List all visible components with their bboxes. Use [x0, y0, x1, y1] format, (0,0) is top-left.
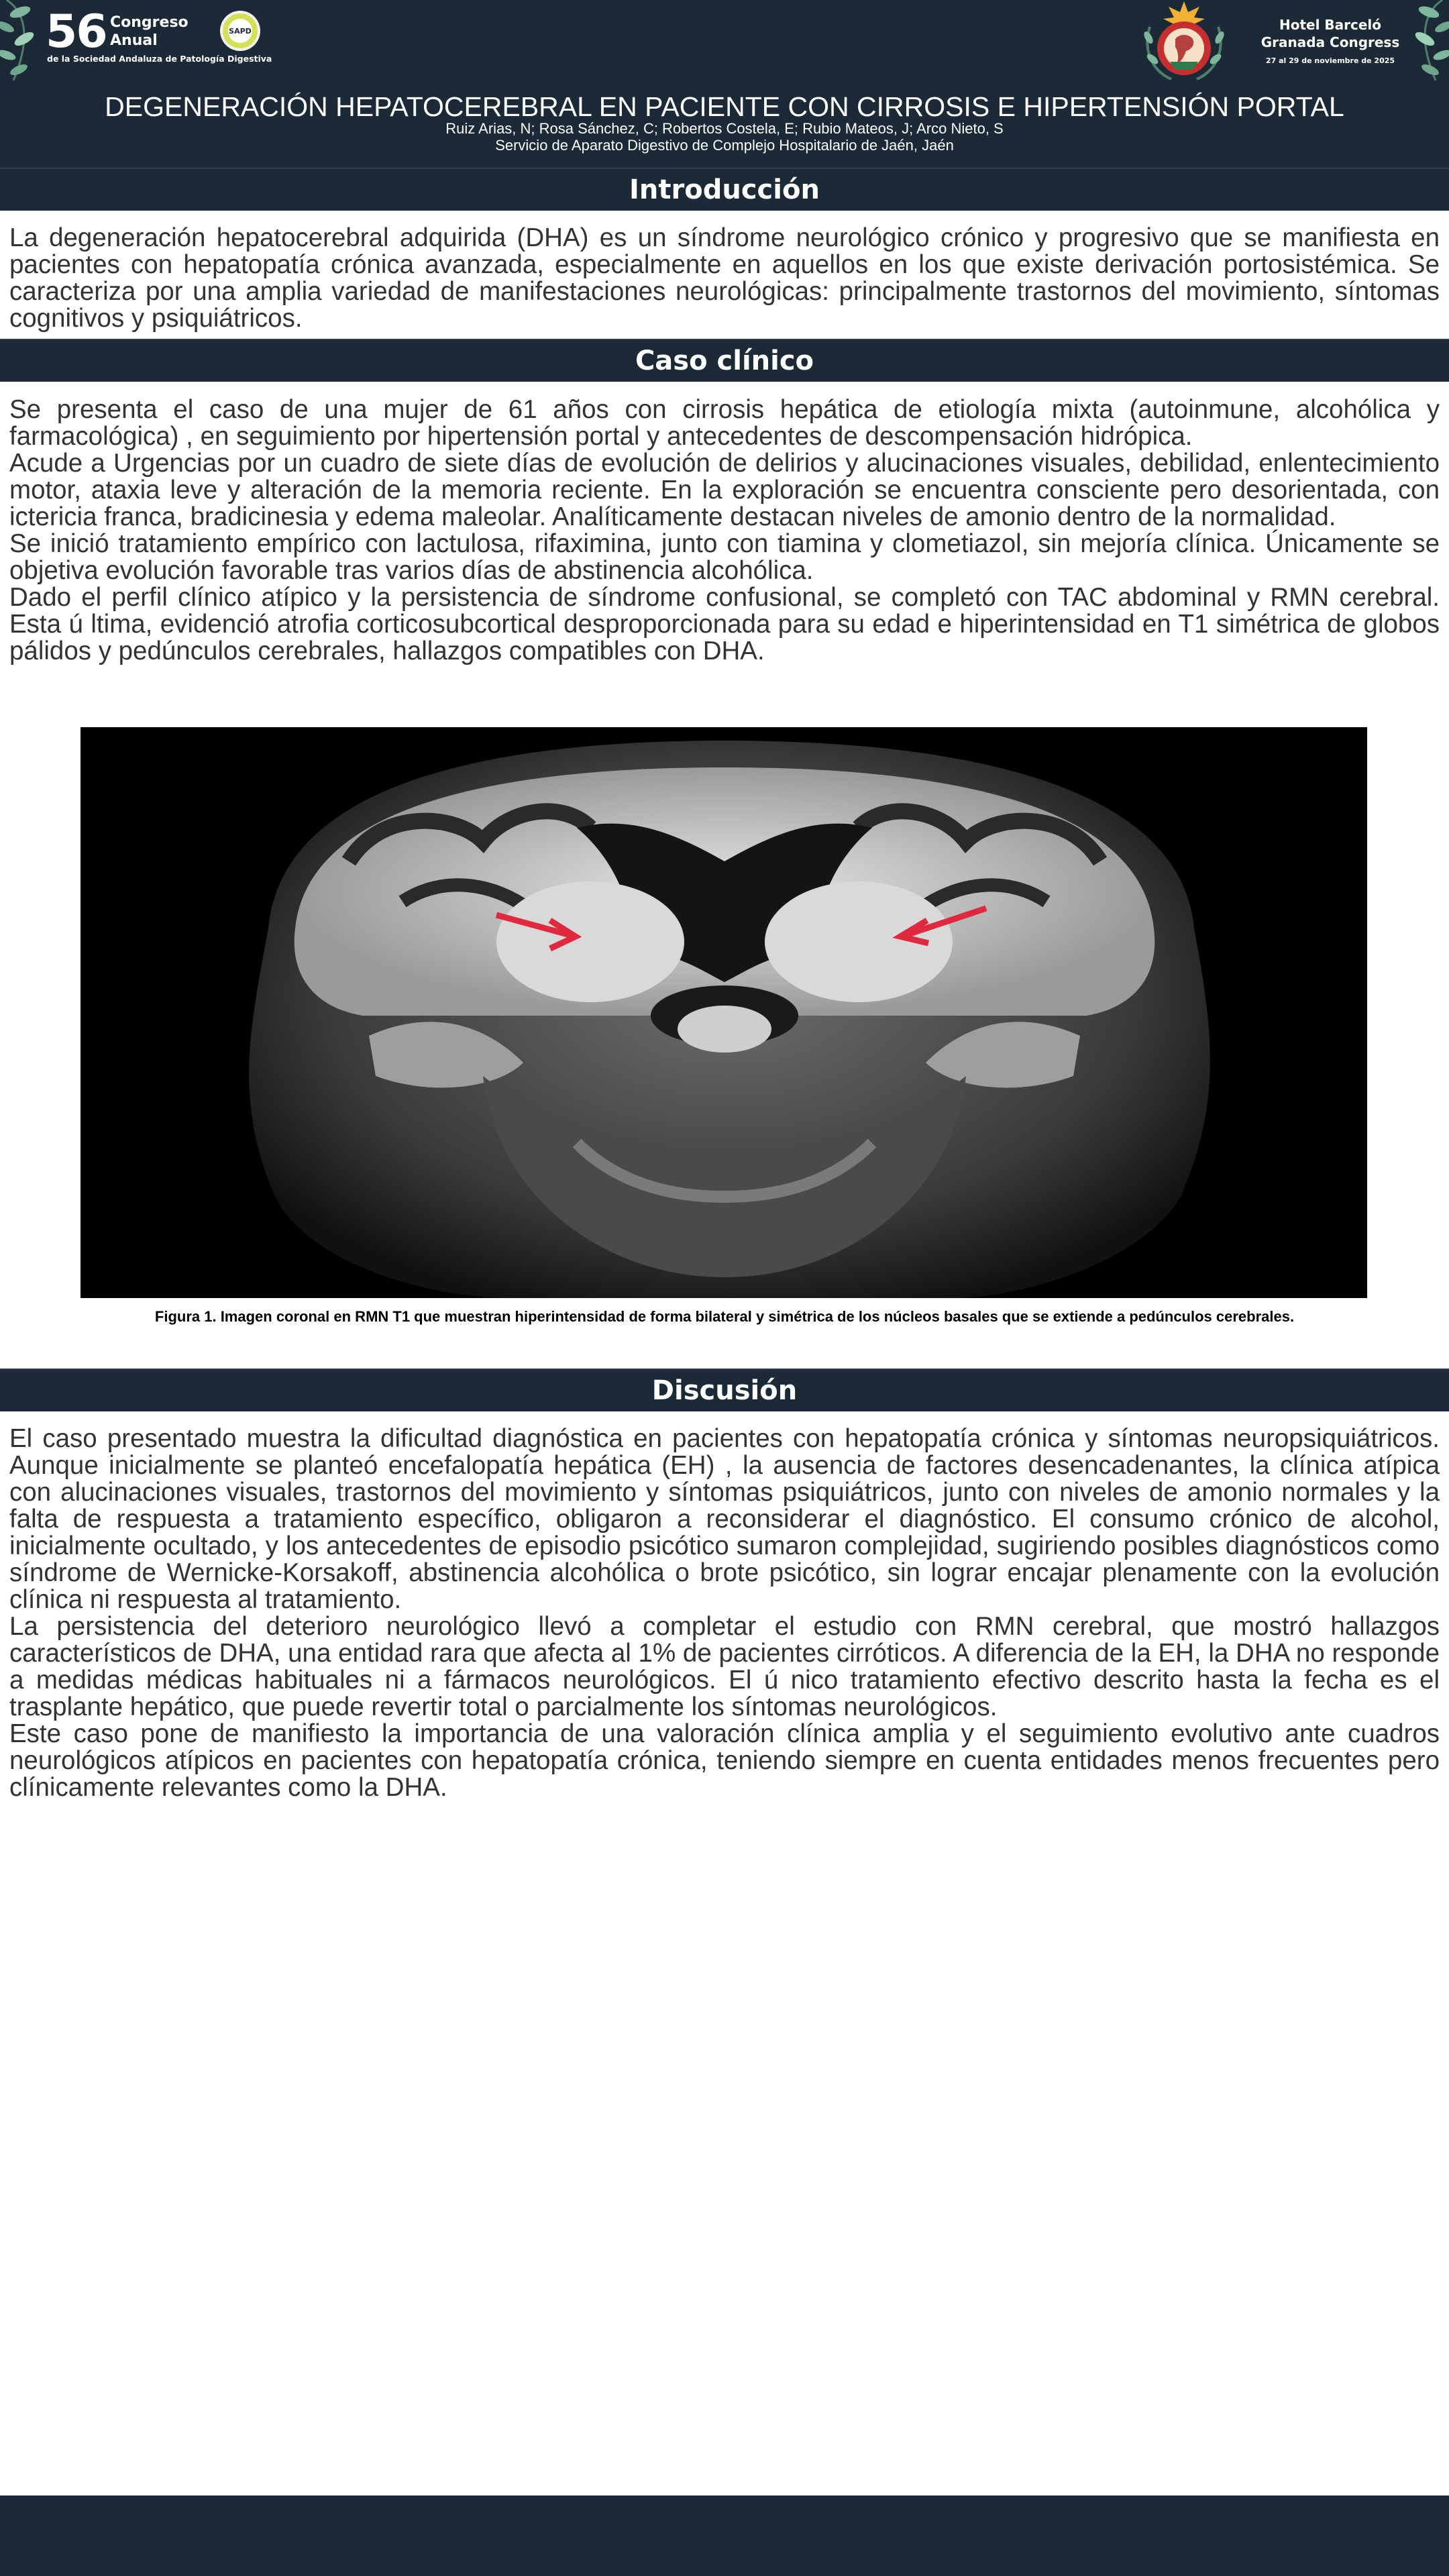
congress-name [110, 13, 189, 50]
congress-word-1: Congreso [110, 14, 189, 31]
case-paragraph-3: Se inició tratamiento empírico con lactulosa, rifaximina, junto con tiamina y clometiazol, sin mejoría clínica. Únicamente se objetiva evolución favorable tras varios días de abstinencia alcohólica. [9, 529, 1440, 585]
case-text [9, 396, 1440, 665]
venue-dates: 27 al 29 de noviembre de 2025 [1265, 56, 1395, 65]
section-title-introduccion: Introducción [0, 168, 1449, 211]
poster-header [0, 0, 1449, 168]
sapd-badge-text: SAPD [229, 27, 252, 36]
granada-emblem-icon [1140, 0, 1228, 83]
introduction-paragraph: La degeneración hepatocerebral adquirida (DHA) es un síndrome neurológico crónico y progresivo que se manifiesta en pacientes con hepatopatía crónica avanzada, especialmente en aquellos en los que existe derivación portosistémica. Se caracteriza por una amplia variedad de manifestaciones neurológicas: principalmente trastornos del movimiento, síntomas cognitivos y psiquiátricos. [9, 223, 1440, 333]
discussion-paragraph-3: Este caso pone de manifiesto la importancia de una valoración clínica amplia y el seguimiento evolutivo ante cuadros neurológicos atípicos en pacientes con hepatopatía crónica, teniendo siempre en cuenta entidades menos frecuentes pero clínicamente relevantes como la DHA. [9, 1719, 1440, 1802]
venue-line-1: Hotel Barceló [1279, 17, 1382, 33]
poster-title: DEGENERACIÓN HEPATOCEREBRAL EN PACIENTE CON CIRROSIS E HIPERTENSIÓN PORTAL [105, 91, 1344, 122]
case-paragraph-4: Dado el perfil clínico atípico y la persistencia de síndrome confusional, se completó con TAC abdominal y RMN cerebral. Esta ú ltima, evidenció atrofia corticosubcortical desproporcionada para su edad e hiperintensidad en T1 simétrica de globos pálidos y pedúnculos cerebrales, hallazgos compatibles con DHA. [9, 583, 1440, 665]
mri-coronal-image [80, 727, 1367, 1298]
section-title-discusion: Discusión [0, 1368, 1449, 1411]
leaf-decoration-left-icon [0, 0, 47, 80]
congress-number: 56 [46, 5, 107, 58]
section-title-caso-clinico: Caso clínico [0, 339, 1449, 382]
venue-info [1246, 16, 1414, 65]
venue-line-2: Granada Congress [1260, 34, 1400, 50]
poster-affiliation: Servicio de Aparato Digestivo de Complejo Hospitalario de Jaén, Jaén [495, 137, 954, 154]
sapd-badge-icon [219, 9, 262, 52]
case-paragraph-1: Se presenta el caso de una mujer de 61 años con cirrosis hepática de etiología mixta (autoinmune, alcohólica y farmacológica) , en seguimiento por hipertensión portal y antecedentes de descompensación hidrópica. [9, 395, 1440, 451]
leaf-decoration-right-icon [1402, 0, 1449, 80]
case-paragraph-2: Acude a Urgencias por un cuadro de siete días de evolución de delirios y alucinaciones visuales, debilidad, enlentecimiento motor, ataxia leve y alteración de la memoria reciente. En la exploración se encuentra consciente pero desorientada, con ictericia franca, bradicinesia y edema maleolar. Analíticamente destacan niveles de amonio dentro de la normalidad. [9, 449, 1440, 531]
discussion-text [9, 1426, 1440, 1801]
discussion-paragraph-2: La persistencia del deterioro neurológico llevó a completar el estudio con RMN cerebral, que mostró hallazgos característicos de DHA, una entidad rara que afecta al 1% de pacientes cirróticos. A diferencia de la EH, la DHA no responde a medidas médicas habituales ni a fármacos neurológicos. El ú nico tratamiento efectivo descrito hasta la fecha es el trasplante hepático, que puede revertir total o parcialmente los síntomas neurológicos. [9, 1612, 1440, 1721]
poster-authors: Ruiz Arias, N; Rosa Sánchez, C; Robertos Costela, E; Rubio Mateos, J; Arco Nieto, S [445, 120, 1004, 137]
mri-figure [80, 727, 1367, 1298]
congress-word-2: Anual [110, 32, 158, 49]
congress-logo [46, 5, 287, 70]
introduction-text [9, 225, 1440, 332]
society-name: de la Sociedad Andaluza de Patología Digestiva [47, 54, 272, 64]
discussion-paragraph-1: El caso presentado muestra la dificultad diagnóstica en pacientes con hepatopatía crónica y síntomas neuropsiquiátricos. Aunque inicialmente se planteó encefalopatía hepática (EH) , la ausencia de factores desencadenantes, la clínica atípica con alucinaciones visuales, trastornos del movimiento y síntomas psiquiátricos, junto con niveles de amonio normales y la falta de respuesta a tratamiento específico, obligaron a reconsiderar el diagnóstico. El consumo crónico de alcohol, inicialmente ocultado, y los antecedentes de episodio psicótico sumaron complejidad, sugiriendo posibles diagnósticos como síndrome de Wernicke-Korsakoff, abstinencia alcohólica o brote psicótico, sin lograr encajar plenamente con la evolución clínica ni respuesta al tratamiento. [9, 1424, 1440, 1614]
poster-footer [0, 2496, 1449, 2576]
figure-caption: Figura 1. Imagen coronal en RMN T1 que muestran hiperintensidad de forma bilateral y simétrica de los núcleos basales que se extiende a pedúnculos cerebrales. [154, 1308, 1295, 1325]
